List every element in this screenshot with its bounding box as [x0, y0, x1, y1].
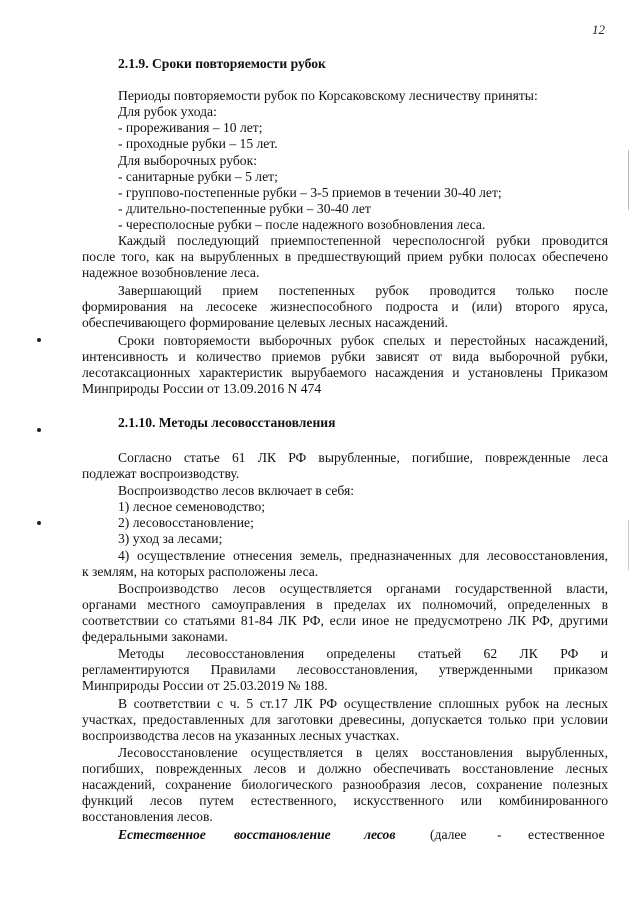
paragraph-line: соответствии со статьями 81-84 ЛК РФ, если иное не предусмотрено ЛК РФ, другими — [82, 613, 608, 628]
paragraph-line: обеспечивающего формирование целевых лесных насаждений. — [82, 315, 449, 330]
emphasis-word: Естественное — [118, 827, 206, 842]
paragraph-line: Сроки повторяемости выборочных рубок спелых и перестойных насаждений, — [118, 333, 608, 348]
list-item: - длительно-постепенные рубки – 30-40 лет — [118, 201, 371, 216]
section-heading: 2.1.9. Сроки повторяемости рубок — [118, 56, 326, 71]
paragraph-line: интенсивность и количество приемов рубки зависят от вида выборочной рубки, — [82, 349, 608, 364]
paragraph-line: Периоды повторяемости рубок по Корсаковскому лесничеству приняты: — [118, 88, 538, 103]
list-item: - санитарные рубки – 5 лет; — [118, 169, 278, 184]
paragraph-line: Лесовосстановление осуществляется в целях восстановления вырубленных, — [118, 745, 608, 760]
paragraph-line: после того, как на вырубленных в предшествующий прием рубки полосах обеспечено — [82, 249, 608, 264]
emphasis-word: восстановление — [234, 827, 331, 842]
list-item: 1) лесное семеноводство; — [118, 499, 266, 514]
paragraph-line: насаждений, сохранение биологического разнообразия лесов, сохранение полезных — [82, 777, 608, 792]
paragraph-line: воспроизводства лесов на указанных лесных участках. — [82, 728, 400, 743]
emphasis-word: лесов — [364, 827, 396, 842]
paragraph-line: Методы лесовосстановления определены статьей 62 ЛК РФ и — [118, 646, 608, 661]
margin-dot — [37, 428, 41, 432]
paragraph-line: функций лесов путем естественного, искусственного или комбинированного — [82, 793, 608, 808]
paragraph-line: лесотаксационных характеристик вырубаемого насаждения и установлены Приказом — [82, 365, 608, 380]
list-item: - группово-постепенные рубки – 3-5 приемов в течении 30-40 лет; — [118, 185, 502, 200]
list-label: Для рубок ухода: — [118, 104, 217, 119]
paragraph-line: федеральными законами. — [82, 629, 228, 644]
paragraph-line: Минприроды России от 25.03.2019 № 188. — [82, 678, 328, 693]
paragraph-line: подлежат воспроизводству. — [82, 466, 240, 481]
scan-artifact-line — [628, 520, 629, 570]
paragraph-line: Каждый последующий приемпостепенной чересполоснгой рубки проводится — [118, 233, 608, 248]
list-label: Воспроизводство лесов включает в себя: — [118, 483, 355, 498]
paragraph-line: погибших, поврежденных лесов и должно обеспечивать восстановление лесных — [82, 761, 608, 776]
list-item: 4) осуществление отнесения земель, предназначенных для лесовосстановления, — [118, 548, 608, 563]
margin-dot — [37, 521, 41, 525]
list-item: к землям, на которых расположены леса. — [82, 564, 319, 579]
list-item: 2) лесовосстановление; — [118, 515, 254, 530]
paragraph-word: (далее — [430, 827, 467, 842]
paragraph-word: естественное — [528, 827, 605, 842]
paragraph-line: Завершающий прием постепенных рубок проводится только после — [118, 283, 608, 298]
paragraph-line: Согласно статье 61 ЛК РФ вырубленные, погибшие, поврежденные леса — [118, 450, 608, 465]
paragraph-line: формирования на лесосеке жизнеспособного подроста и (или) второго яруса, — [82, 299, 608, 314]
section-heading: 2.1.10. Методы лесовосстановления — [118, 415, 336, 430]
paragraph-line: В соответствии с ч. 5 ст.17 ЛК РФ осуществление сплошных рубок на лесных — [118, 696, 608, 711]
page-number: 12 — [592, 22, 605, 37]
list-item: - проходные рубки – 15 лет. — [118, 136, 278, 151]
list-item: 3) уход за лесами; — [118, 531, 223, 546]
paragraph-line: участках, предоставленных для заготовки древесины, допускается только при условии — [82, 712, 608, 727]
paragraph-line: регламентируются Правилами лесовосстановления, утвержденными приказом — [82, 662, 608, 677]
margin-dot — [37, 338, 41, 342]
paragraph-line: органами местного самоуправления в пределах их полномочий, определенных в — [82, 597, 608, 612]
paragraph-line: Воспроизводство лесов осуществляется органами государственной власти, — [118, 581, 608, 596]
paragraph-line: надежное возобновление леса. — [82, 265, 260, 280]
list-item: - прореживания – 10 лет; — [118, 120, 263, 135]
paragraph-word: - — [497, 827, 502, 842]
list-label: Для выборочных рубок: — [118, 153, 257, 168]
paragraph-line: Минприроды России от 13.09.2016 N 474 — [82, 381, 322, 396]
list-item: - чересполосные рубки – после надежного возобновления леса. — [118, 217, 486, 232]
scan-artifact-line — [628, 150, 629, 210]
paragraph-line: восстановления лесов. — [82, 809, 213, 824]
